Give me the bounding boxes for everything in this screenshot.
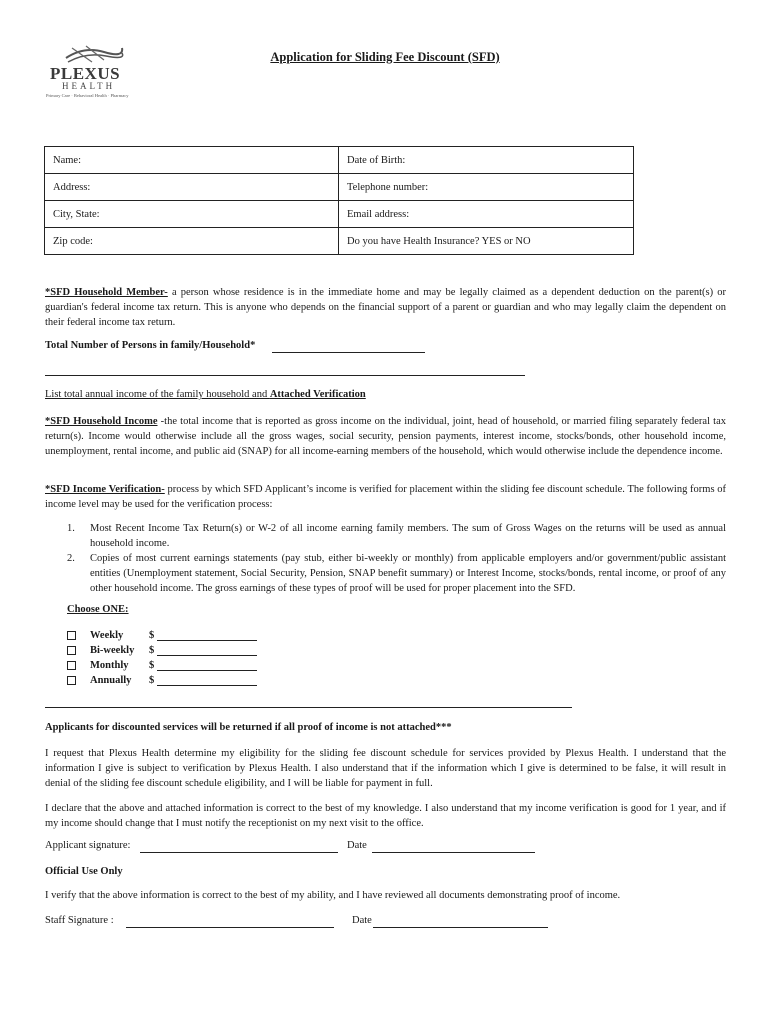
household-member-term: *SFD Household Member-	[45, 287, 168, 298]
amount-symbol: $	[149, 675, 155, 686]
divider	[45, 375, 525, 376]
choose-one-heading: Choose ONE:	[67, 604, 129, 615]
amount-input[interactable]	[157, 670, 257, 671]
household-income-term: *SFD Household Income	[45, 416, 158, 427]
income-verification-term: *SFD Income Verification-	[45, 484, 165, 495]
amount-symbol: $	[149, 660, 155, 671]
applicant-signature-input[interactable]	[140, 852, 338, 853]
checkbox[interactable]	[67, 661, 76, 670]
logo-tagline: Primary Care · Behavioral Health · Pharmacy	[46, 93, 129, 98]
staff-signature-input[interactable]	[126, 927, 334, 928]
table-row	[45, 201, 634, 228]
amount-input[interactable]	[157, 655, 257, 656]
list-item	[45, 551, 726, 596]
total-persons-label: Total Number of Persons in family/Household*	[45, 340, 256, 351]
declare-paragraph: I declare that the above and attached information is correct to the best of my knowledge. I also understand that my income verification is good for 1 year, and if my income should change that I must notify the receptionist on my next visit to the office.	[45, 803, 726, 829]
list-item-text: Copies of most current earnings statements (pay stub, either bi-weekly or monthly) from applicable employers and/or government/public assistant entities (Unemployment statement, Social Security, Pension, SNAP benefit summary) or Interest Income, stocks/bonds, rental income, or proof of any other household income. The gross earnings of these types of proof will be used for proper placement into the SFD.	[90, 553, 726, 594]
checkbox[interactable]	[67, 676, 76, 685]
name-field[interactable]: Name:	[45, 147, 339, 174]
monthly-option[interactable]	[67, 658, 267, 673]
applicant-signature-label: Applicant signature:	[45, 840, 131, 851]
amount-symbol: $	[149, 630, 155, 641]
applicant-info-table	[44, 146, 634, 255]
table-row	[45, 147, 634, 174]
household-member-text: a person whose residence is in the immediate home and may be legally claimed as a dependent deduction on the parent(s) or guardian's federal income tax return. This is anyone who depends on the financial support of a parent or guardian and who may legally claim the dependent on their federal income tax return.	[45, 287, 726, 328]
checkbox[interactable]	[67, 646, 76, 655]
amount-input[interactable]	[157, 640, 257, 641]
income-verification-text: process by which SFD Applicant’s income is verified for placement within the sliding fee discount schedule. The following forms of income level may be used for the verification process:	[45, 484, 726, 510]
list-item-number: 2.	[67, 553, 75, 564]
divider	[45, 707, 572, 708]
attached-verification-text: Attached Verification	[269, 389, 366, 400]
list-income-text: List total annual income of the family household and	[45, 389, 270, 400]
health-insurance-field[interactable]: Do you have Health Insurance? YES or NO	[339, 228, 634, 255]
staff-date-input[interactable]	[373, 927, 548, 928]
logo-health: HEALTH	[62, 81, 116, 91]
annually-option[interactable]	[67, 673, 267, 688]
verify-paragraph: I verify that the above information is correct to the best of my ability, and I have reviewed all documents demonstrating proof of income.	[45, 890, 621, 901]
option-label: Weekly	[90, 630, 124, 641]
staff-date-label: Date	[352, 915, 372, 926]
list-item-text: Most Recent Income Tax Return(s) or W-2 of all income earning family members. The sum of Gross Wages on the returns will be used as annual household income.	[90, 523, 726, 549]
email-field[interactable]: Email address:	[339, 201, 634, 228]
table-row	[45, 174, 634, 201]
zip-code-field[interactable]: Zip code:	[45, 228, 339, 255]
household-income-definition	[45, 414, 726, 459]
request-paragraph: I request that Plexus Health determine my eligibility for the sliding fee discount schedule for services provided by Plexus Health. I understand that the information I give is subject to verification by Plexus Health. I also understand that if the information which I give is determined to be false, it will result in denial of the sliding fee discount schedule eligibility, and I will be liable for payment in full.	[45, 748, 726, 789]
city-state-field[interactable]: City, State:	[45, 201, 339, 228]
verification-list	[45, 521, 726, 596]
telephone-field[interactable]: Telephone number:	[339, 174, 634, 201]
amount-input[interactable]	[157, 685, 257, 686]
staff-signature-label: Staff Signature :	[45, 915, 114, 926]
page-title: Application for Sliding Fee Discount (SFD)	[270, 50, 500, 64]
income-verification-definition	[45, 482, 726, 512]
list-item-number: 1.	[67, 523, 75, 534]
household-member-definition	[45, 285, 726, 330]
option-label: Monthly	[90, 660, 129, 671]
checkbox[interactable]	[67, 631, 76, 640]
total-persons-input[interactable]	[272, 352, 425, 353]
official-use-heading: Official Use Only	[45, 866, 123, 877]
bi-weekly-option[interactable]	[67, 643, 267, 658]
amount-symbol: $	[149, 645, 155, 656]
address-field[interactable]: Address:	[45, 174, 339, 201]
logo-name: PLEXUS	[50, 64, 121, 83]
option-label: Annually	[90, 675, 132, 686]
date-of-birth-field[interactable]: Date of Birth:	[339, 147, 634, 174]
applicant-date-label: Date	[347, 840, 367, 851]
list-income-instruction	[45, 389, 366, 400]
returned-notice: Applicants for discounted services will be returned if all proof of income is not attached***	[45, 722, 452, 733]
table-row	[45, 228, 634, 255]
list-item	[45, 521, 726, 551]
applicant-date-input[interactable]	[372, 852, 535, 853]
option-label: Bi-weekly	[90, 645, 135, 656]
household-income-text: -the total income that is reported as gross income on the individual, joint, head of household, or married filing separately federal tax return(s). Income would otherwise include all the gross wages, social security, pension payments, interest income, stocks/bonds, other household income, unemployment, rental income, and public aid (SNAP) for all income-earning members of the household, which would otherwise include the dependence income.	[45, 416, 726, 457]
weekly-option[interactable]	[67, 628, 267, 643]
